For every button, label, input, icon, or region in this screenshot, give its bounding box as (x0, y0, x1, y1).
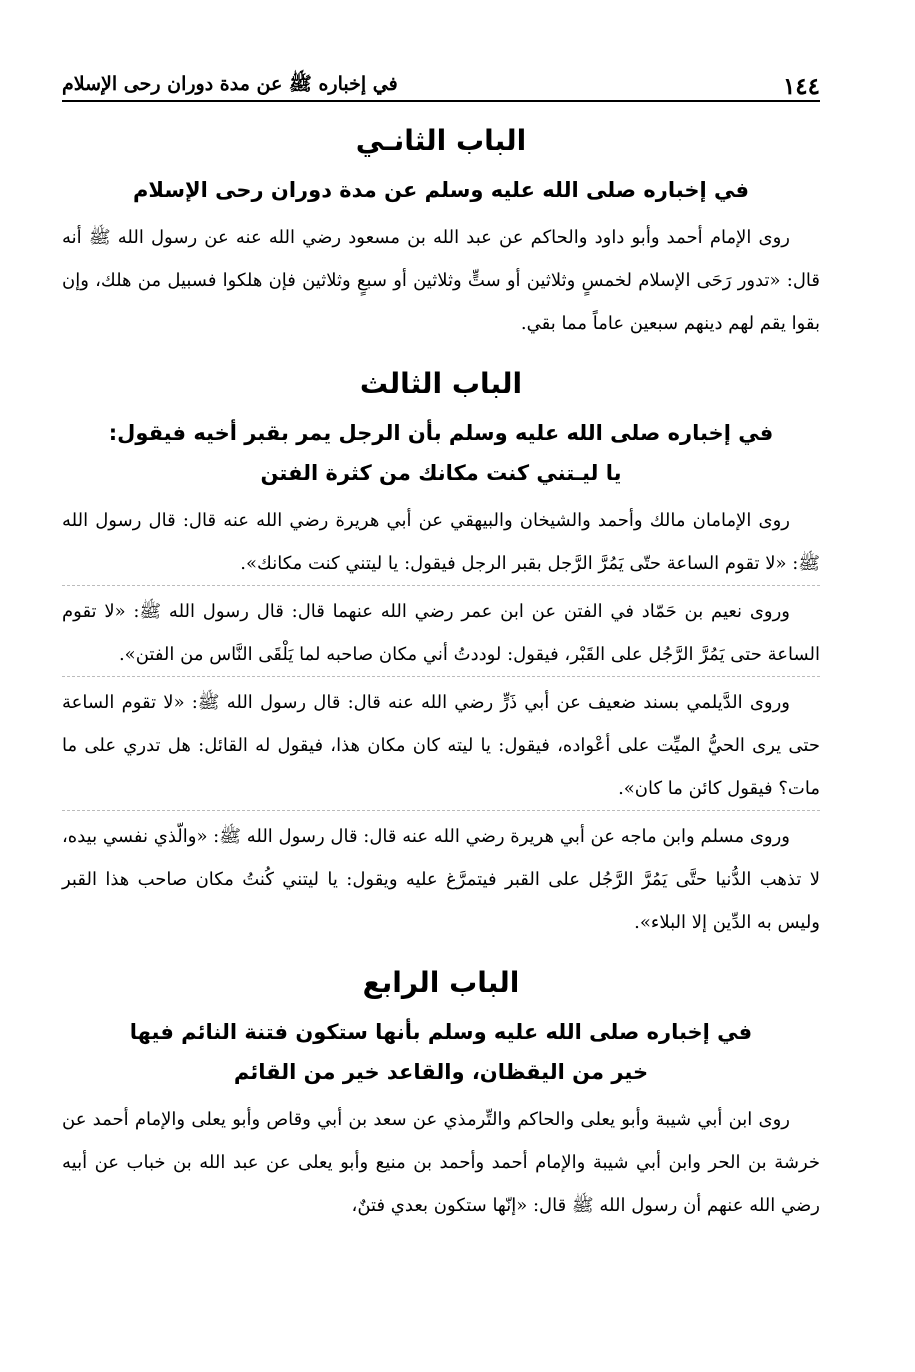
chapter-title: الباب الرابع (362, 966, 520, 999)
chapter-subtitle-line-1: في إخباره صلى الله عليه وسلم بأن الرجل يمر بقبر أخيه فيقول: (108, 421, 774, 445)
paragraph: روى الإمامان مالك وأحمد والشيخان والبيهقي عن أبي هريرة رضي الله عنه قال: قال رسول الله ﷺ: «لا تقوم الساعة حتّى يَمُرَّ الرَّجل بقبر الرجل فيقول: يا ليتني كنت مكانك». (62, 510, 820, 574)
chapter-subtitle: في إخباره صلى الله عليه وسلم عن مدة دوران رحى الإسلام (133, 178, 749, 202)
chapter-3 (62, 365, 820, 944)
chapter-title: الباب الثانـي (355, 124, 527, 157)
header-title: في إخباره ﷺ عن مدة دوران رحى الإسلام (62, 73, 398, 95)
paragraph: وروى نعيم بن حَمّاد في الفتن عن ابن عمر رضي الله عنهما قال: قال رسول الله ﷺ: «لا تقوم الساعة حتى يَمُرَّ الرَّجُل على القَبْر، فيقول: لوددتُ أني مكان صاحبه لما يَلْقَى النَّاس من الفتن». (62, 585, 820, 676)
paragraph: وروى الدَّيلمي بسند ضعيف عن أبي ذَرٍّ رضي الله عنه قال: قال رسول الله ﷺ: «لا تقوم الساعة حتى يرى الحيُّ الميِّت على أعْواده، فيقول: يا ليته كان مكان هذا، فيقول له القائل: هل تدري على ما مات؟ فيقول كائن ما كان». (62, 676, 820, 810)
chapter-4 (62, 964, 820, 1227)
chapter-title: الباب الثالث (359, 367, 523, 400)
chapter-subtitle-line-2: خير من اليقظان، والقاعد خير من القائم (233, 1060, 649, 1084)
chapter-2 (62, 122, 820, 345)
paragraph: روى الإمام أحمد وأبو داود والحاكم عن عبد الله بن مسعود رضي الله عنه عن رسول الله ﷺ أنه قال: «تدور رَحَى الإسلام لخمسٍ وثلاثين أو ستٍّ وثلاثين أو سبعٍ وثلاثين فإن هلكوا فسبيل من هلك، وإن بقوا يقم لهم دينهم سبعين عاماً مما بقي. (62, 227, 820, 334)
book-page (62, 56, 820, 1245)
chapter-subtitle-line-1: في إخباره صلى الله عليه وسلم بأنها ستكون فتنة النائم فيها (129, 1020, 753, 1044)
chapter-subtitle-line-2: يا ليـتني كنت مكانك من كثرة الفتن (260, 461, 622, 485)
paragraph: وروى مسلم وابن ماجه عن أبي هريرة رضي الله عنه قال: قال رسول الله ﷺ: «والّذي نفسي بيده، لا تذهب الدُّنيا حتَّى يَمُرَّ الرَّجُل على القبر فيتمرَّغ عليه ويقول: يا ليتني كُنتُ مكان صاحب هذا القبر وليس به الدِّين إلا البلاء». (62, 810, 820, 944)
running-header (62, 56, 820, 102)
page-number: ١٤٤ (782, 73, 820, 100)
paragraph: روى ابن أبي شيبة وأبو يعلى والحاكم والتِّرمذي عن سعد بن أبي وقاص وأبو يعلى والإمام أحمد عن خرشة بن الحر وابن أبي شيبة والإمام أحمد وأحمد بن منيع وأبو يعلى عن عبد الله بن خباب عن أبيه رضي الله عنهم أن رسول الله ﷺ قال: «إنّها ستكون بعدي فتنٌ، (62, 1109, 820, 1216)
